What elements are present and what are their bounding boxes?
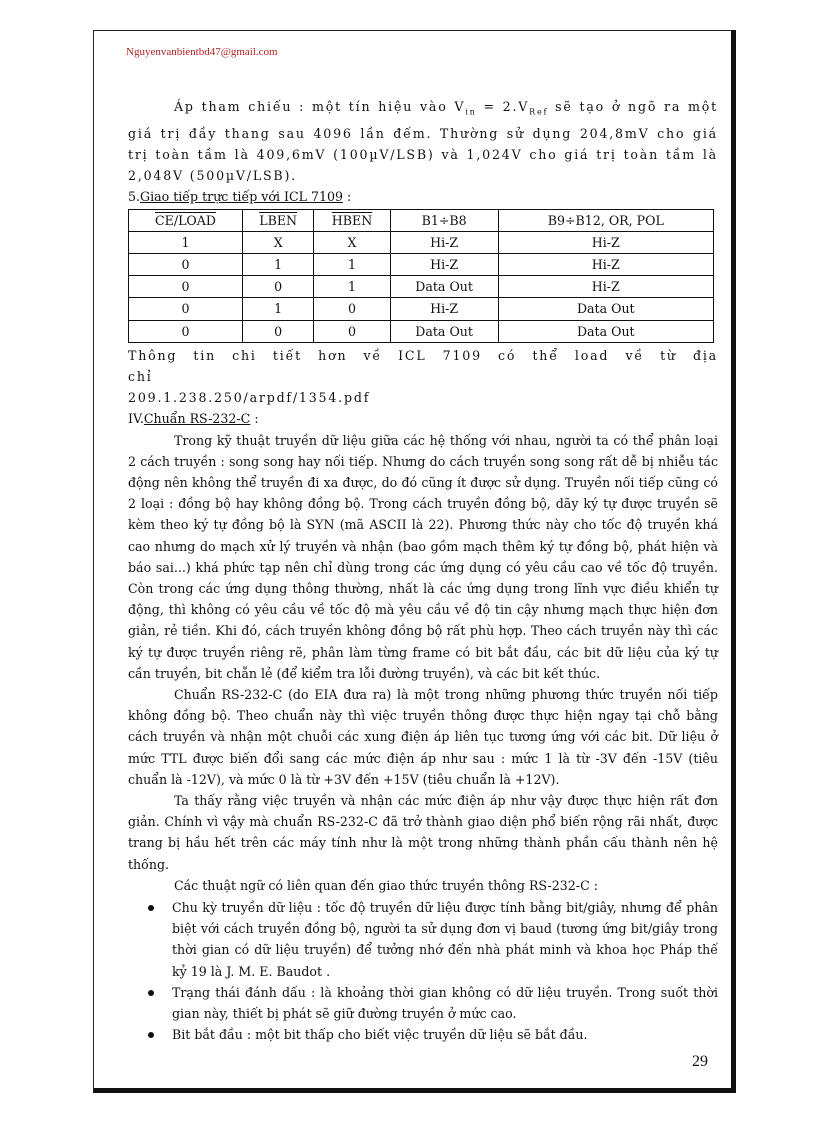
table-cell: Data Out bbox=[498, 320, 713, 342]
list-item: Bit bắt đầu : một bit thấp cho biết việc truyền dữ liệu sẽ bắt đầu. bbox=[128, 1024, 718, 1045]
table-cell: X bbox=[242, 231, 313, 253]
table-cell: 0 bbox=[314, 320, 390, 342]
table-header-ce-load: CE/LOAD bbox=[129, 209, 243, 231]
table-header-lben: LBEN bbox=[242, 209, 313, 231]
table-cell: 1 bbox=[129, 231, 243, 253]
table-cell: Hi-Z bbox=[498, 253, 713, 275]
table-cell: Hi-Z bbox=[390, 253, 498, 275]
table-row bbox=[129, 231, 714, 253]
table-header-hben: HBEN bbox=[314, 209, 390, 231]
paragraph: Các thuật ngữ có liên quan đến giao thức truyền thông RS-232-C : bbox=[174, 877, 598, 893]
table-cell: 0 bbox=[242, 320, 313, 342]
table-cell: 0 bbox=[129, 253, 243, 275]
table-cell: Hi-Z bbox=[390, 298, 498, 320]
list-item: Trạng thái đánh dấu : là khoảng thời gian không có dữ liệu truyền. Trong suốt thời gian này, thiết bị phát sẽ giữ đường truyền ở mức cao. bbox=[128, 982, 718, 1024]
list-item: Chu kỳ truyền dữ liệu : tốc độ truyền dữ liệu được tính bằng bit/giây, nhưng để phân biệt với cách truyền đồng bộ, người ta sử dụng đơn vị baud (tương ứng bit/giây trong thời gian có dữ liệu truyền) để tưởng nhớ đến nhà phát minh và khoa học Pháp thế kỷ 19 là J. M. E. Baudot . bbox=[128, 897, 718, 982]
table-row bbox=[129, 298, 714, 320]
table-header-row bbox=[129, 209, 714, 231]
table-row bbox=[129, 253, 714, 275]
section-4-title: Chuẩn RS-232-C bbox=[143, 411, 251, 427]
table-cell: 1 bbox=[314, 253, 390, 275]
page-content bbox=[128, 96, 718, 1045]
paragraph: Ta thấy rằng việc truyền và nhận các mức điện áp như vậy được thực hiện rất đơn giản. Chính vì vậy mà chuẩn RS-232-C đã trở thành giao diện phổ biến rộng rãi nhất, được trang bị hầu hết trên các máy tính như là một trong những thành phần cấu thành nên hệ thống. bbox=[128, 793, 718, 872]
table-cell: 1 bbox=[242, 253, 313, 275]
table-cell: Hi-Z bbox=[498, 276, 713, 298]
page-number: 29 bbox=[692, 1053, 708, 1070]
table-header-b9-b12: B9÷B12, OR, POL bbox=[498, 209, 713, 231]
header-email: Nguyenvanbientbd47@gmail.com bbox=[126, 46, 278, 58]
table-cell: 0 bbox=[314, 298, 390, 320]
paragraph: Trong kỹ thuật truyền dữ liệu giữa các hệ thống với nhau, người ta có thể phân loại 2 cách truyền : song song hay nối tiếp. Nhưng do cách truyền song song rất dễ bị nhiễu tác động nên không thể truyền đi xa được, do đó cũng ít được sử dụng. Truyền nối tiếp cũng có 2 loại : đồng bộ hay không đồng bộ. Trong cách truyền đồng bộ, dãy ký tự được truyền sẽ kèm theo ký tự đồng bộ là SYN (mã ASCII là 22). Phương thức này cho tốc độ truyền khá cao nhưng do mạch xử lý truyền và nhận (bao gồm mạch thêm ký tự đồng bộ, phát hiện và báo sai...) khá phức tạp nên chỉ dùng trong các ứng dụng có yêu cầu cao về tốc độ truyền. Còn trong các ứng dụng thông thường, nhất là các ứng dụng trong lĩnh vực điều khiển tự động, thì không có yêu cầu về tốc độ mà yêu cầu về độ tin cậy nhưng mạch thực hiện đơn giản, rẻ tiền. Khi đó, cách truyền không đồng bộ rất phù hợp. Theo cách truyền này thì các ký tự được truyền riêng rẽ, phân làm từng frame có bit bắt đầu, các bit dữ liệu của ký tự cần truyền, bit chẵn lẻ (để kiểm tra lỗi đường truyền), và các bit kết thúc. bbox=[128, 432, 718, 681]
reference-paragraph: Áp tham chiếu : một tín hiệu vào $V_{in} = 2.V_{Ref}$ sẽ tạo ở ngõ ra một giá trị đầy thang sau 4096 lần đếm. Thường sử dụng 204,8mV cho giá trị toàn tầm là 409,6mV (100µV/LSB) và 1,024V cho giá trị toàn tầm là 2,048V (500µV/LSB). bbox=[128, 99, 718, 184]
table-cell: Data Out bbox=[390, 320, 498, 342]
table-cell: Hi-Z bbox=[498, 231, 713, 253]
table-cell: Data Out bbox=[498, 298, 713, 320]
info-paragraph bbox=[128, 345, 718, 409]
table-cell: 0 bbox=[129, 298, 243, 320]
info-line-1: Thông tin chi tiết hơn về ICL 7109 có thể load về từ địa chỉ bbox=[128, 347, 718, 384]
table-row bbox=[129, 320, 714, 342]
table-cell: 1 bbox=[314, 276, 390, 298]
section-5-title: Giao tiếp trực tiếp với ICL 7109 bbox=[140, 189, 344, 205]
table-row bbox=[129, 276, 714, 298]
paragraph: Chuẩn RS-232-C (do EIA đưa ra) là một trong những phương thức truyền nối tiếp không đồng bộ. Theo chuẩn này thì việc truyền thông được thực hiện ngay tại chỗ bằng cách truyền và nhận một chuỗi các xung điện áp liên tục tương ứng với các bit. Dữ liệu ở mức TTL được biến đổi sang các mức điện áp như sau : mức 1 là từ -3V đến -15V (tiêu chuẩn là -12V), và mức 0 là từ +3V đến +15V (tiêu chuẩn là +12V). bbox=[128, 687, 718, 787]
interface-table bbox=[128, 209, 714, 343]
table-cell: 1 bbox=[242, 298, 313, 320]
terms-list bbox=[128, 897, 718, 1045]
table-cell: 0 bbox=[129, 320, 243, 342]
table-cell: 0 bbox=[129, 276, 243, 298]
table-cell: X bbox=[314, 231, 390, 253]
table-cell: Hi-Z bbox=[390, 231, 498, 253]
table-cell: 0 bbox=[242, 276, 313, 298]
table-cell: Data Out bbox=[390, 276, 498, 298]
section-5-heading: 5.Giao tiếp trực tiếp với ICL 7109 : bbox=[128, 189, 352, 205]
info-link: 209.1.238.250/arpdf/1354.pdf bbox=[128, 390, 371, 406]
table-header-b1-b8: B1÷B8 bbox=[390, 209, 498, 231]
section-4-heading: IV.Chuẩn RS-232-C : bbox=[128, 411, 259, 427]
